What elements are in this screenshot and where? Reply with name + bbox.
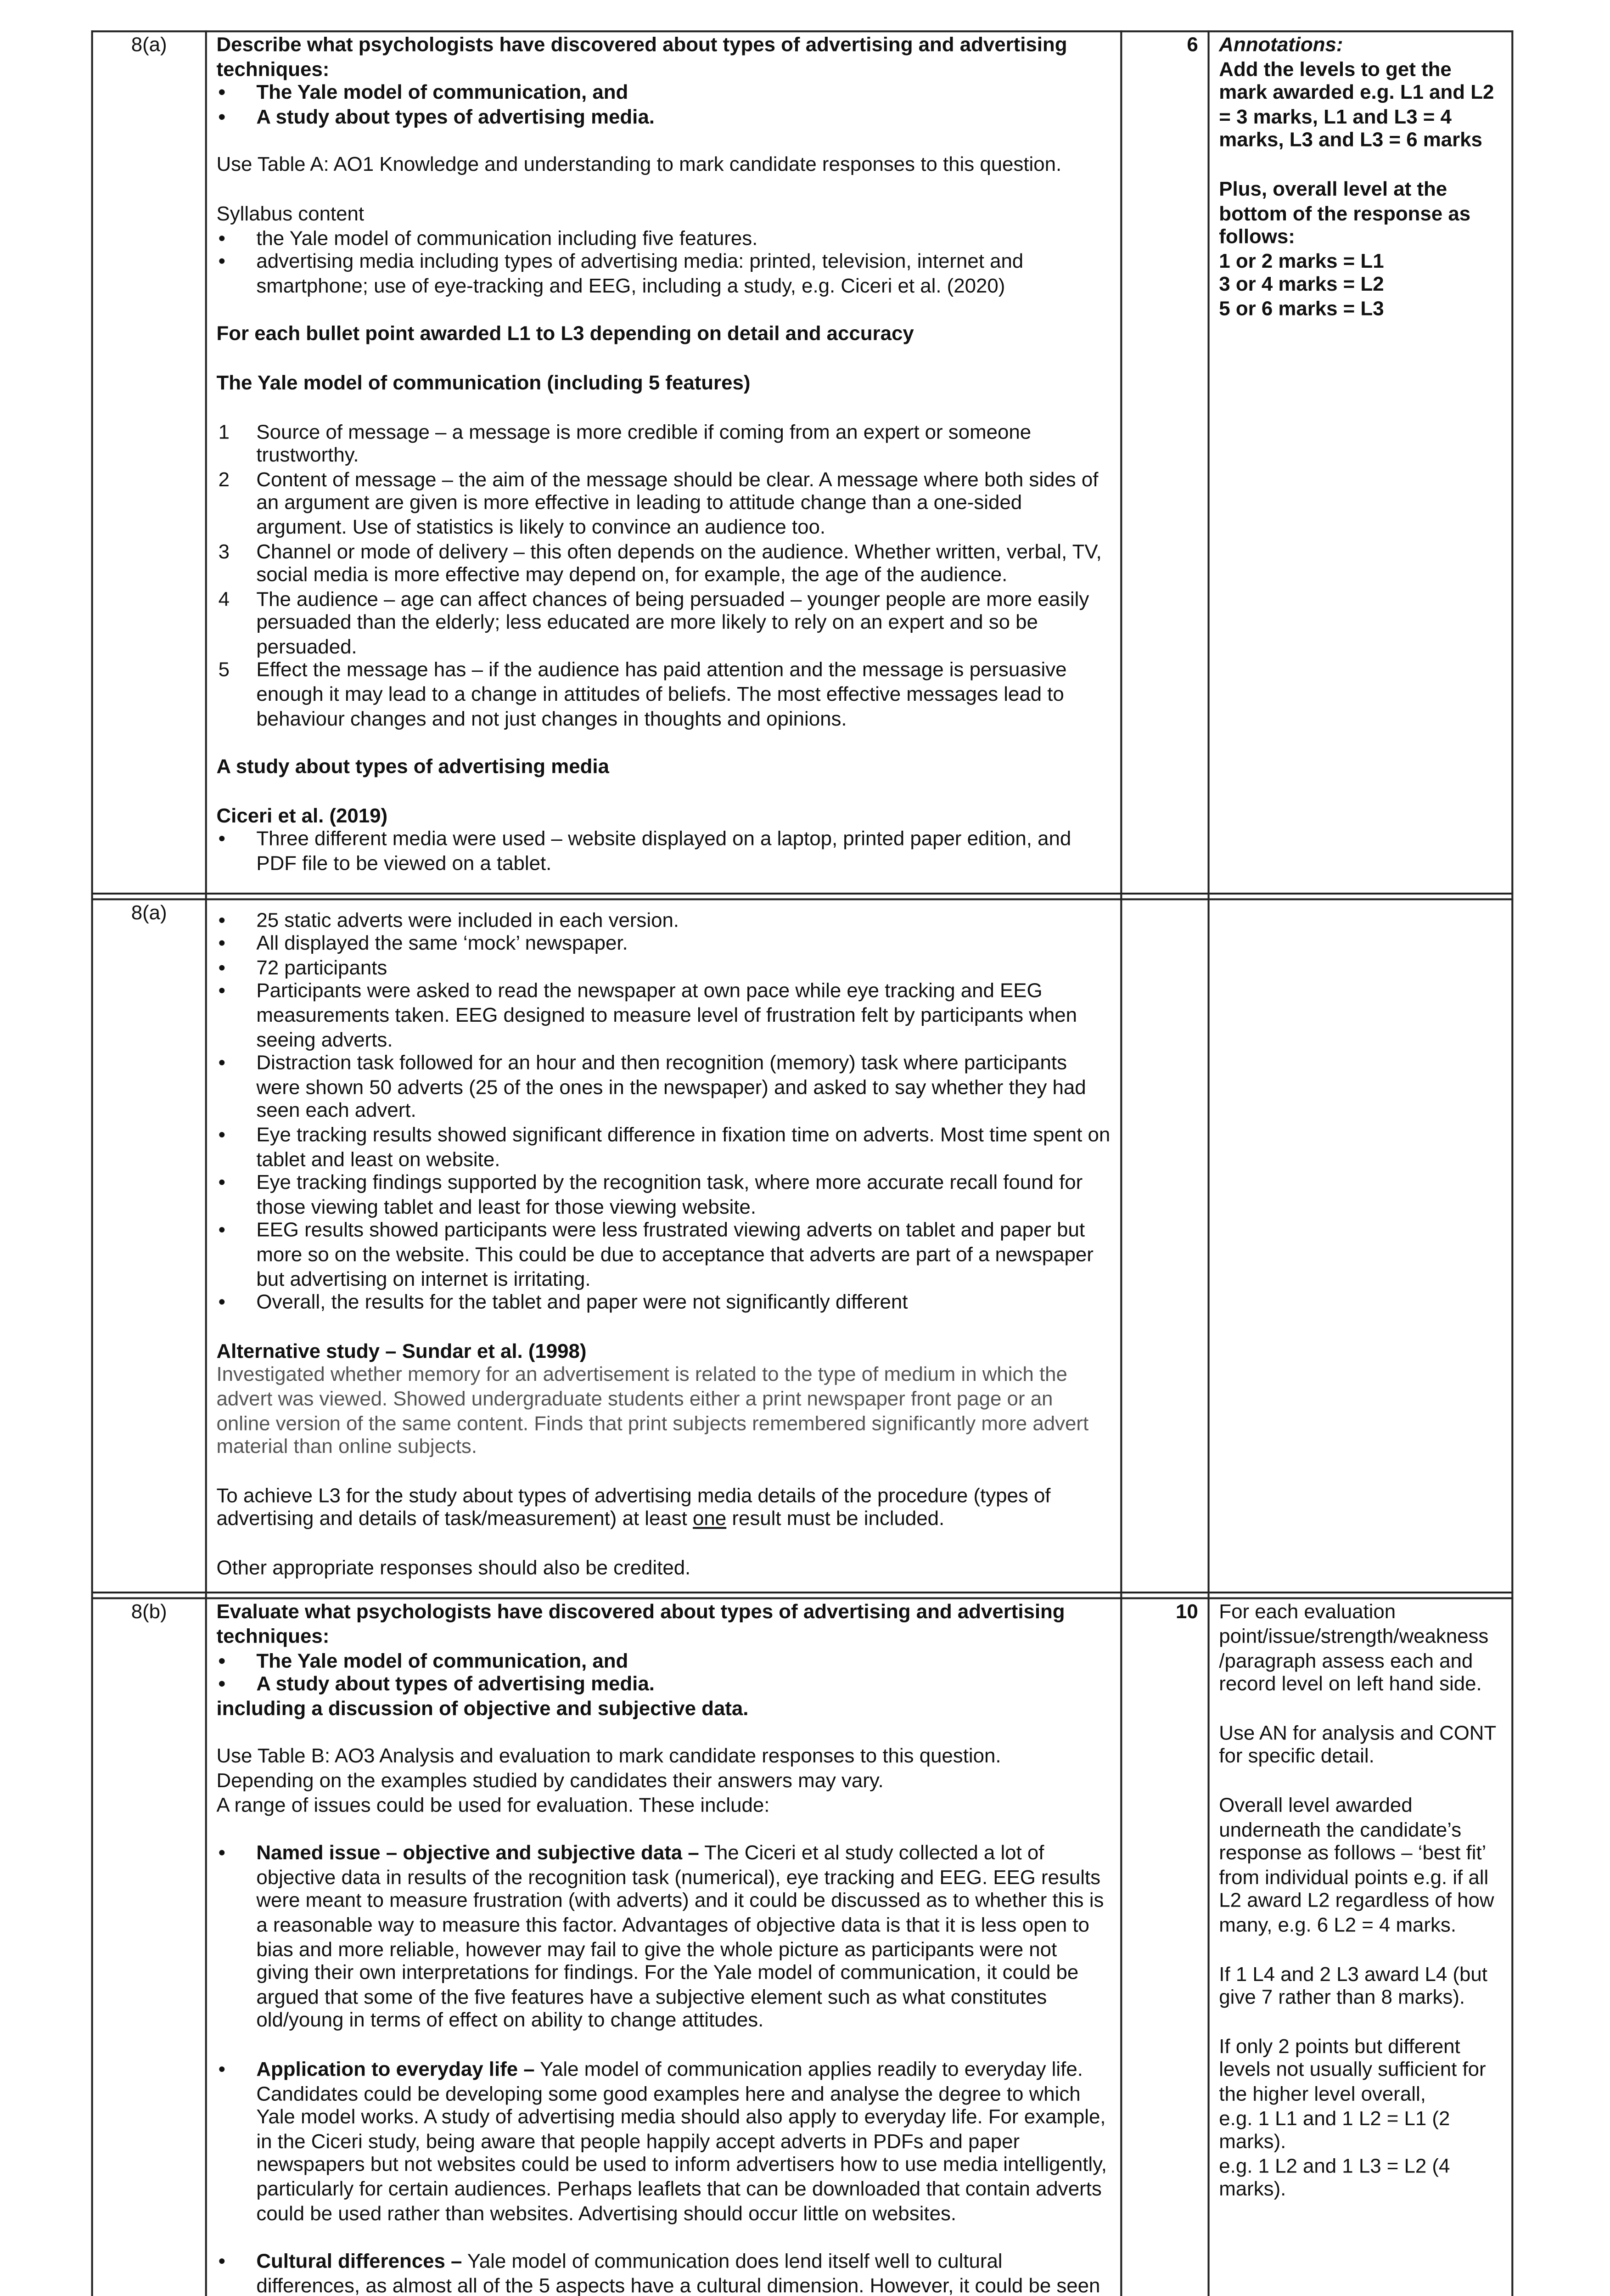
study-heading: A study about types of advertising media [216,756,609,779]
row-separator [92,893,1513,898]
list-item [217,421,1111,468]
guidance-line: e.g. 1 L1 and 1 L2 = L1 (2 marks). [1219,2107,1450,2154]
list-item: • Overall, the results for the tablet and paper were not significantly different [217,1292,1111,1316]
l3-requirement [217,1485,1111,1532]
row-8b-part1 [92,1599,1513,2296]
annotations-title: Annotations: [1219,34,1343,57]
question-title-tail: including a discussion of objective and subjective data. [216,1697,749,1721]
l3-text: To achieve L3 for the study about types of advertising media details of the procedure (types of advertising and details of task/measurement) at least [216,1485,1051,1531]
syllabus-list [217,227,1111,299]
list-item: • Eye tracking results showed significant difference in fixation time on adverts. Most time spent on tablet and least on website. [217,1124,1111,1172]
question-number: 8(a) [92,31,206,893]
list-item: • EEG results showed participants were less frustrated viewing adverts on tablet and paper but more so on the website. This could be due to acceptance that adverts are part of a newspaper but advertising on internet is irritating. [217,1220,1111,1292]
list-item [217,660,1111,732]
list-item: • Distraction task followed for an hour and then recognition (memory) task where participants were shown 50 adverts (25 of the ones in the newspaper) and asked to say whether they had seen each advert. [217,1052,1111,1124]
item-number: 5 [218,660,230,683]
list-item: • 72 participants [217,957,1111,981]
guidance-line: 3 or 4 marks = L2 [1219,274,1384,297]
list-item: • 25 static adverts were included in each version. [217,909,1111,933]
list-item [217,2251,1111,2296]
list-item: • advertising media including types of advertising media: printed, television, internet and smartphone; use of eye-tracking and EEG, including a study, e.g. Ciceri et al. (2020) [217,251,1111,299]
guidance-text: Plus, overall level at the bottom of the response as follows: [1219,178,1471,249]
ciceri-heading: Ciceri et al. (2019) [216,805,388,828]
list-item: • The Yale model of communication, and [217,1650,1111,1674]
levels-line: For each bullet point awarded L1 to L3 depending on detail and accuracy [216,323,914,347]
issue-label: Cultural differences – [256,2251,462,2274]
row-separator [92,1593,1513,1599]
answer-cell [206,1599,1122,2296]
guidance-text: Overall level awarded underneath the candidate’s response as follows – ‘best fit’ from individual points e.g. if all L2 award L2 regardless of how many, e.g. 6 L2 = 4 marks. [1219,1795,1494,1937]
answer-cell [206,899,1122,1593]
question-title-bullets [217,82,1111,130]
item-text: Content of message – the aim of the message should be clear. A message where both sides of an argument are given is more effective in leading to attitude change than a one-sided argument. Use of statistics is likely to convince an audience too. [256,468,1099,540]
guidance-line: 5 or 6 marks = L3 [1219,298,1384,321]
list-item [217,588,1111,660]
row-8a-part2 [92,899,1513,1593]
guidance-cell [1209,899,1513,1593]
item-number: 1 [218,421,230,444]
list-item [217,1843,1111,2034]
alternative-study-heading: Alternative study – Sundar et al. (1998) [216,1340,587,1363]
issue-text: Yale model of communication does lend itself well to cultural differences, as almost all of the 5 aspects have a cultural dimension. However, it could be seen [256,2251,1100,2296]
question-title: Evaluate what psychologists have discovered about types of advertising and advertising techniques: [216,1602,1065,1649]
issue-text: Yale model of communication applies readily to everyday life. Candidates could be developing some good examples here and analyse the degree to which Yale model works. A study of advertising media should also apply to everyday life. For example, in the Ciceri study, being aware that people happily accept adverts in PDFs and paper newspapers but not websites could be used to inform advertisers how to use media intelligently, particularly for certain audiences. Perhaps leaflets that can be downloaded that contain adverts could be used rather than websites. Advertising should occur little on websites. [256,2059,1107,2225]
guidance-text: For each evaluation point/issue/strength/weakness /paragraph assess each and record level on left hand side. [1219,1602,1489,1697]
list-item: • Eye tracking findings supported by the recognition task, where more accurate recall found for those viewing tablet and least for those viewing website. [217,1172,1111,1220]
list-item: • Participants were asked to read the newspaper at own pace while eye tracking and EEG measurements taken. EEG designed to measure level of frustration felt by participants when seeing adverts. [217,981,1111,1052]
evaluation-issues-list [217,1843,1111,2296]
ciceri-list [217,829,1111,877]
guidance-text: If 1 L4 and 2 L3 award L4 (but give 7 rather than 8 marks). [1219,1963,1487,2010]
guidance-line: e.g. 1 L2 and 1 L3 = L2 (4 marks). [1219,2155,1450,2202]
yale-features-list [217,421,1111,732]
guidance-line: 1 or 2 marks = L1 [1219,250,1384,273]
intro-line: A range of issues could be used for evaluation. These include: [216,1794,770,1817]
list-item: • the Yale model of communication including five features. [217,227,1111,251]
yale-heading: The Yale model of communication (including 5 features) [216,372,751,395]
guidance-cell [1209,1599,1513,2296]
issue-text: The Ciceri et al study collected a lot of objective data in results of the recognition task (numerical), eye tracking and EEG. EEG results were meant to measure frustration (with adverts) and it could be discussed as to whether this is a reasonable way to measure this factor. Advantages of objective data is that it is less open to bias and more reliable, however may fail to give the whole picture as participants were not giving their own interpretations for findings. For the Yale model of communication, it could be argued that some of the five features have a subjective element such as what constitutes old/young in terms of effect on ability to change attitudes. [256,1842,1104,2033]
item-text: Channel or mode of delivery – this often depends on the audience. Whether written, verbal, TV, social media is more effective may depend on, for example, the age of the audience. [256,540,1102,587]
guidance-text: Use AN for analysis and CONT for specific detail. [1219,1722,1496,1769]
guidance-text: Add the levels to get the mark awarded e.g. L1 and L2 = 3 marks, L1 and L3 = 4 marks, L3 and L3 = 6 marks [1219,58,1494,153]
syllabus-heading: Syllabus content [216,203,365,226]
l3-underlined-word: one [693,1508,727,1531]
list-item: • All displayed the same ‘mock’ newspaper. [217,933,1111,957]
alternative-study-text: Investigated whether memory for an advertisement is related to the type of medium in which the advert was viewed. Showed undergraduate students either a print newspaper front page or an online version of the same content. Finds that print subjects remembered significantly more advert material than online subjects. [216,1364,1089,1459]
list-item [217,2059,1111,2226]
list-item: • A study about types of advertising media. [217,106,1111,130]
marks-cell: 10 [1121,1599,1208,2296]
marks-cell [1121,899,1208,1593]
l3-text: result must be included. [726,1508,945,1531]
question-title-bullets [217,1650,1111,1698]
study-details-list [217,909,1111,1316]
mark-scheme-table [91,30,1514,2296]
issue-label: Named issue – objective and subjective data – [256,1842,699,1866]
issue-label: Application to everyday life – [256,2059,535,2082]
answer-cell [206,31,1122,893]
question-number: 8(b) [92,1599,206,2296]
list-item [217,540,1111,588]
row-8a-part1 [92,31,1513,893]
guidance-line: If only 2 points but different levels not usually sufficient for the higher level overall, [1219,2035,1486,2106]
other-responses-note: Other appropriate responses should also be credited. [216,1557,691,1580]
item-text: Effect the message has – if the audience has paid attention and the message is persuasive enough it may lead to a change in attitudes of beliefs. The most effective messages lead to behaviour changes and not just changes in thoughts and opinions. [256,660,1067,731]
list-item: • The Yale model of communication, and [217,82,1111,106]
list-item: • A study about types of advertising media. [217,1674,1111,1698]
item-text: Source of message – a message is more credible if coming from an expert or someone trustworthy. [256,421,1032,467]
question-title: Describe what psychologists have discovered about types of advertising and advertising techniques: [216,34,1067,81]
item-number: 4 [218,588,230,611]
use-table-note: Use Table A: AO1 Knowledge and understanding to mark candidate responses to this question. [216,154,1062,178]
marks-cell: 6 [1121,31,1208,893]
guidance-cell [1209,31,1513,893]
list-item: • Three different media were used – website displayed on a laptop, printed paper edition, and PDF file to be viewed on a tablet. [217,829,1111,877]
intro-line: Use Table B: AO3 Analysis and evaluation to mark candidate responses to this question. [216,1746,1001,1769]
item-text: The audience – age can affect chances of being persuaded – younger people are more easily persuaded than the elderly; less educated are more likely to rely on an expert and so be persuaded. [256,588,1089,659]
intro-line: Depending on the examples studied by candidates their answers may vary. [216,1770,884,1793]
list-item [217,468,1111,540]
question-number: 8(a) [92,899,206,1593]
item-number: 2 [218,468,230,492]
item-number: 3 [218,540,230,563]
